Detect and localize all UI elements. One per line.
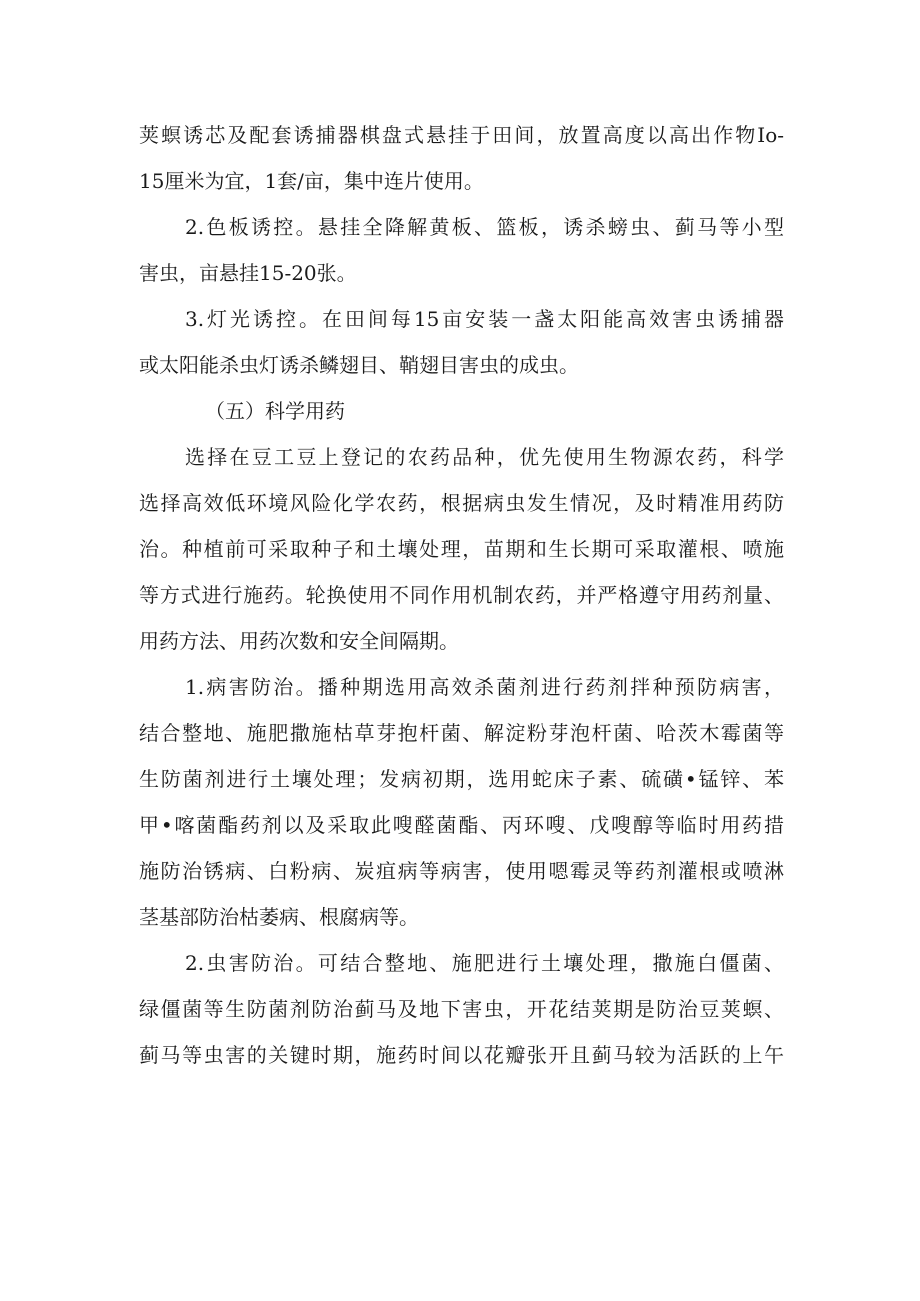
section-heading <box>139 388 784 434</box>
text-line: 茎基部防治枯萎病、根腐病等。 <box>139 905 419 929</box>
paragraph-light-trap <box>139 296 784 388</box>
text-line: 施防治锈病、白粉病、炭疽病等病害，使用嗯霉灵等药剂灌根或喷淋 <box>139 859 784 883</box>
text-line: 2.虫害防治。可结合整地、施肥进行土壤处理，撒施白僵菌、 <box>185 951 784 975</box>
text-line: 1.病害防治。播种期选用高效杀菌剂进行药剂拌种预防病害， <box>185 675 784 699</box>
text-line: 治。种植前可采取种子和土壤处理，苗期和生长期可采取灌根、喷施 <box>139 537 784 561</box>
text-line: 选择高效低环境风险化学农药，根据病虫发生情况，及时精准用药防 <box>139 491 784 515</box>
text-line: 等方式进行施药。轮换使用不同作用机制农药，并严格遵守用药剂量、 <box>139 583 784 607</box>
paragraph-color-board <box>139 204 784 296</box>
text-line: 害虫，亩悬挂15-20张。 <box>139 261 357 285</box>
text-line: 2.色板诱控。悬挂全降解黄板、篮板，诱杀螃虫、蓟马等小型 <box>185 215 784 239</box>
text-line: 或太阳能杀虫灯诱杀鳞翅目、鞘翅目害虫的成虫。 <box>139 353 579 377</box>
paragraph-disease-control <box>139 664 784 940</box>
text-line: 蓟马等虫害的关键时期，施药时间以花瓣张开且蓟马较为活跃的上午 <box>139 1043 784 1067</box>
paragraph-intro <box>139 112 784 204</box>
text-line: 选择在豆工豆上登记的农药品种，优先使用生物源农药，科学 <box>185 445 784 469</box>
text-line: 荚螟诱芯及配套诱捕器棋盘式悬挂于田间，放置高度以高出作物Io- <box>139 123 784 147</box>
text-line: 生防菌剂进行土壤处理；发病初期，选用蛇床子素、硫磺•锰锌、苯 <box>139 767 784 791</box>
text-line: 3.灯光诱控。在田间每15亩安装一盏太阳能高效害虫诱捕器 <box>185 307 784 331</box>
document-body <box>139 112 784 1078</box>
text-line: 结合整地、施肥撒施枯草芽抱杆菌、解淀粉芽泡杆菌、哈茨木霉菌等 <box>139 721 784 745</box>
text-line: 甲•喀菌酯药剂以及采取此嗖醛菌酯、丙环嗖、戊嗖醇等临时用药措 <box>139 813 784 837</box>
text-line: 用药方法、用药次数和安全间隔期。 <box>139 629 459 653</box>
section-heading-text: （五）科学用药 <box>205 399 345 423</box>
text-line: 15厘米为宜，1套/亩，集中连片使用。 <box>139 169 484 193</box>
paragraph-pest-control <box>139 940 784 1078</box>
paragraph-pesticide-intro <box>139 434 784 664</box>
text-line: 绿僵菌等生防菌剂防治蓟马及地下害虫，开花结荚期是防治豆荚螟、 <box>139 997 784 1021</box>
